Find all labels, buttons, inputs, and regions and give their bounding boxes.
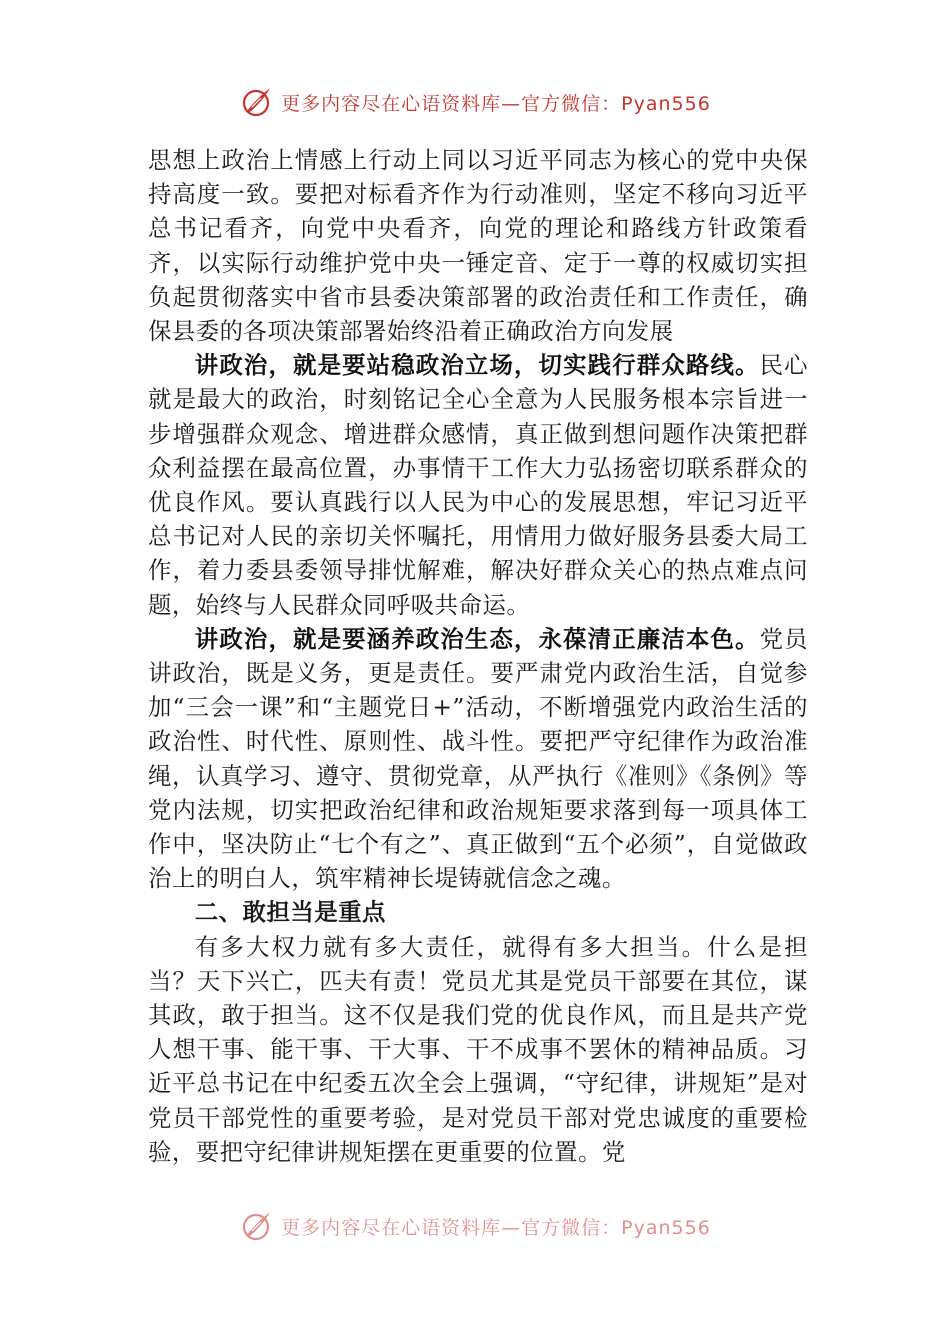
section-heading: 二、敢担当是重点 <box>194 898 386 927</box>
paragraph-3 <box>148 622 808 896</box>
paragraph-2-lead: 讲政治，就是要站稳政治立场，切实践行群众路线。 <box>194 351 760 380</box>
paragraph-2 <box>148 348 808 622</box>
quill-circle-logo-icon <box>239 1209 273 1243</box>
paragraph-2-body: 民心就是最大的政治，时刻铭记全心全意为人民服务根本宗旨进一步增强群众观念、增进群众感情，真正做到想问题作决策把群众利益摆在最高位置，办事情干工作大力弘扬密切联系群众的优良作风。要认真践行以人民为中心的发展思想，牢记习近平总书记对人民的亲切关怀嘱托，用情用力做好服务县委大局工作，着力委县委领导排忧解难，解决好群众关心的热点难点问题，始终与人民群众同呼吸共命运。 <box>148 351 809 619</box>
watermark-banner-bottom <box>0 1206 950 1246</box>
paragraph-4: 有多大权力就有多大责任，就得有多大担当。什么是担当？天下兴亡，匹夫有责！党员尤其是党员干部要在其位，谋其政，敢于担当。这不仅是我们党的优良作风，而且是共产党人想干事、能干事、干大事、干不成事不罢休的精神品质。习近平总书记在中纪委五次全会上强调，“守纪律，讲规矩”是对党员干部党性的重要考验，是对党员干部对党忠诚度的重要检验，要把守纪律讲规矩摆在更重要的位置。党 <box>148 932 808 1166</box>
watermark-banner-top <box>0 82 950 122</box>
watermark-text: 更多内容尽在心语资料库—官方微信：Pyan556 <box>281 1216 711 1239</box>
paragraph-3-body: 党员讲政治，既是义务，更是责任。要严肃党内政治生活，自觉参加“三会一课”和“主题党日+”活动，不断增强党内政治生活的政治性、时代性、原则性、战斗性。要把严守纪律作为政治准绳，认真学习、遵守、贯彻党章，从严执行《准则》《条例》等党内法规，切实把政治纪律和政治规矩要求落到每一项具体工作中，坚决防止“七个有之”、真正做到“五个必须”，自觉做政治上的明白人，筑牢精神长堤铸就信念之魂。 <box>148 624 809 893</box>
paragraph-1: 思想上政治上情感上行动上同以习近平同志为核心的党中央保持高度一致。要把对标看齐作为行动准则，坚定不移向习近平总书记看齐，向党中央看齐，向党的理论和路线方针政策看齐，以实际行动维护党中央一锤定音、定于一尊的权威切实担负起贯彻落实中省市县委决策部署的政治责任和工作责任，确保县委的各项决策部署始终沿着正确政治方向发展 <box>148 146 808 346</box>
document-body <box>148 143 808 1169</box>
watermark-text: 更多内容尽在心语资料库—官方微信：Pyan556 <box>281 92 711 115</box>
quill-circle-logo-icon <box>239 85 273 119</box>
paragraph-3-lead: 讲政治，就是要涵养政治生态，永葆清正廉洁本色。 <box>194 624 760 653</box>
